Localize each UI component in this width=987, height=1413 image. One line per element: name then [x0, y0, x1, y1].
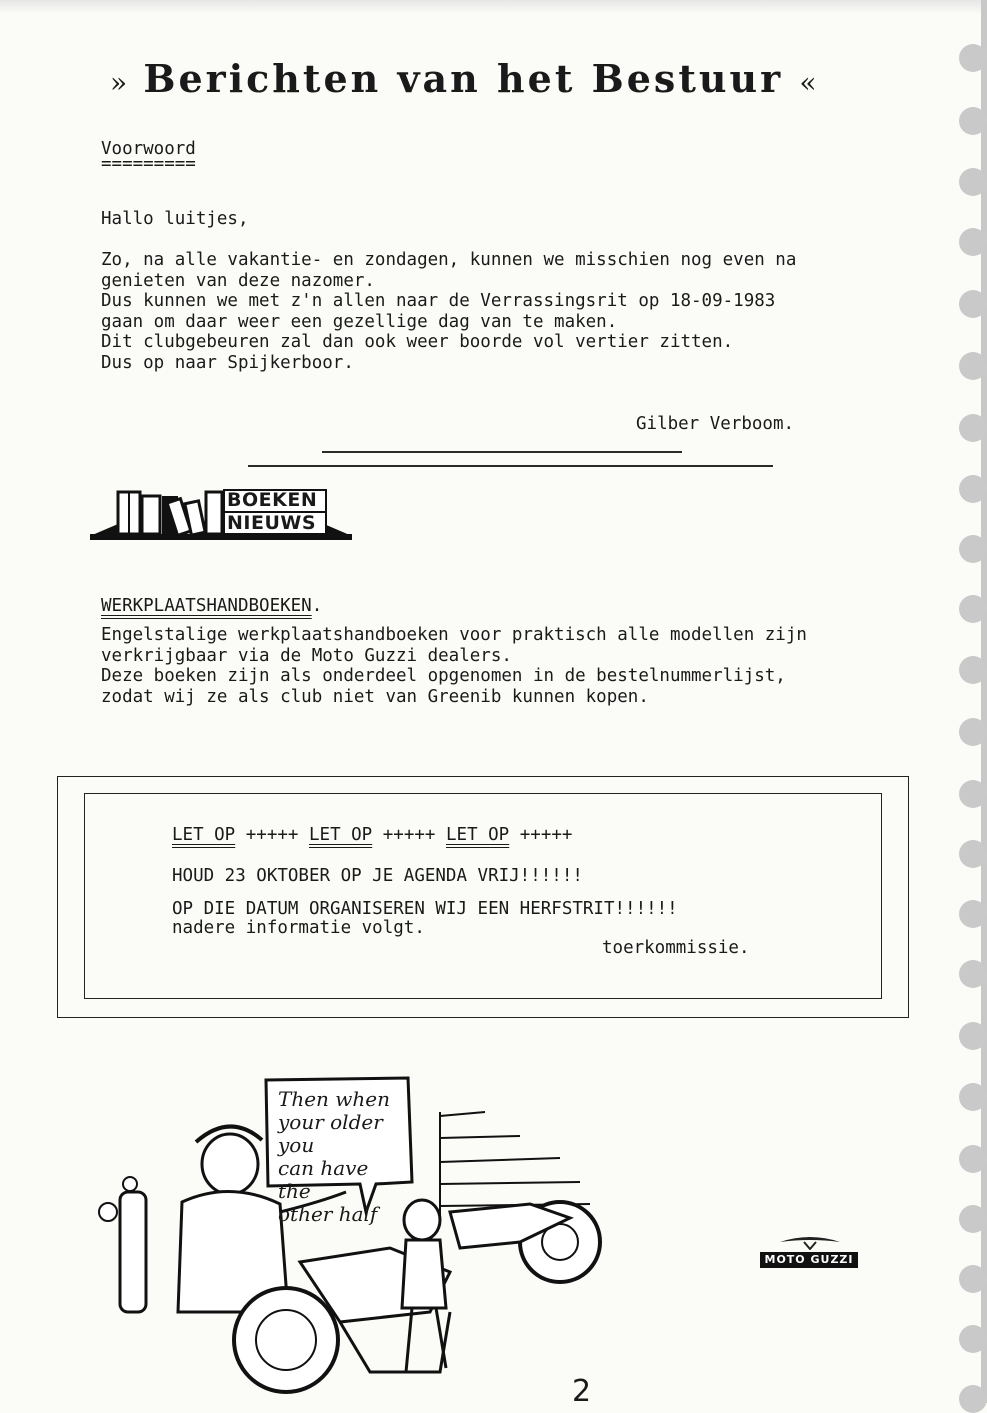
werkplaats-line: Engelstalige werkplaatshandboeken voor praktisch alle modellen zijn: [101, 625, 807, 645]
nieuws-label: NIEUWS: [227, 512, 317, 534]
binder-hole: [959, 1325, 987, 1353]
voorwoord-line: Dus kunnen we met z'n allen naar de Verrassingsrit op 18-09-1983: [101, 291, 776, 311]
binder-hole: [959, 475, 987, 503]
binder-hole: [959, 900, 987, 928]
binder-hole: [959, 1265, 987, 1293]
quote-close: «: [799, 66, 817, 99]
binder-hole: [959, 44, 987, 72]
notice-signature: toerkommissie.: [602, 938, 750, 958]
voorwoord-greeting: Hallo luitjes,: [101, 209, 249, 229]
werkplaats-line: zodat wij ze als club niet van Greenib kunnen kopen.: [101, 686, 649, 707]
voorwoord-line: genieten van deze nazomer.: [101, 270, 375, 291]
werkplaats-line: verkrijgbaar via de Moto Guzzi dealers.: [101, 645, 512, 666]
speech-line: other half: [278, 1202, 378, 1226]
binder-hole: [959, 414, 987, 442]
voorwoord-underline: =========: [101, 154, 196, 174]
page-number: 2: [572, 1374, 592, 1409]
binder-hole: [959, 595, 987, 623]
divider: [322, 451, 682, 453]
binder-hole: [959, 290, 987, 318]
werkplaats-heading-text: WERKPLAATSHANDBOEKEN: [101, 596, 312, 616]
binder-hole: [959, 535, 987, 563]
speech-line: can have the: [278, 1156, 369, 1203]
moto-guzzi-logo: [760, 1232, 860, 1272]
speech-bubble-text: [278, 1088, 406, 1226]
let-op-label: LET OP: [172, 825, 236, 845]
voorwoord-signature: Gilber Verboom.: [636, 414, 795, 434]
boeken-label: BOEKEN: [227, 489, 318, 511]
voorwoord-line: gaan om daar weer een gezellige dag van te maken.: [101, 311, 618, 332]
binder-hole: [959, 228, 987, 256]
binder-hole: [959, 168, 987, 196]
scan-right-edge: [981, 0, 987, 1403]
binder-hole: [959, 1385, 987, 1413]
voorwoord-heading: Voorwoord: [101, 139, 196, 159]
notice-frame-inner: [84, 793, 882, 999]
let-op-label: LET OP: [309, 825, 373, 845]
binder-hole: [959, 1083, 987, 1111]
binder-hole: [959, 1205, 987, 1233]
plus-signs: +++++: [519, 825, 573, 845]
notice-line: HOUD 23 OKTOBER OP JE AGENDA VRIJ!!!!!!: [172, 866, 583, 886]
binder-hole: [959, 352, 987, 380]
page-title: [110, 56, 830, 101]
boeken-nieuws-logo: [88, 484, 354, 542]
notice-line: OP DIE DATUM ORGANISEREN WIJ EEN HERFSTRIT!!!!!!: [172, 899, 678, 919]
werkplaats-heading-suffix: .: [311, 596, 323, 616]
binder-hole: [959, 780, 987, 808]
voorwoord-line: Dus op naar Spijkerboor.: [101, 352, 354, 373]
binder-hole: [959, 1145, 987, 1173]
eagle-icon: [760, 1232, 860, 1250]
werkplaats-line: Deze boeken zijn als onderdeel opgenomen in de bestelnummerlijst,: [101, 666, 786, 686]
binder-hole: [959, 718, 987, 746]
plus-signs: +++++: [245, 825, 299, 845]
voorwoord-line: Dit clubgebeuren zal dan ook weer boorde vol vertier zitten.: [101, 332, 734, 352]
divider: [248, 465, 773, 467]
brand-label: MOTO GUZZI: [760, 1252, 858, 1268]
speech-line: your older you: [278, 1110, 383, 1157]
speech-line: Then when: [278, 1087, 391, 1111]
quote-open: »: [110, 66, 128, 99]
binder-hole: [959, 656, 987, 684]
voorwoord-body: [101, 250, 796, 373]
scan-top-edge: [0, 0, 987, 14]
let-op-label: LET OP: [446, 825, 510, 845]
binder-hole: [959, 960, 987, 988]
werkplaats-heading: [101, 596, 322, 617]
binder-hole: [959, 107, 987, 135]
cartoon-illustration: [90, 1072, 650, 1403]
voorwoord-line: Zo, na alle vakantie- en zondagen, kunnen we misschien nog even na: [101, 250, 797, 270]
binder-hole: [959, 840, 987, 868]
plus-signs: +++++: [382, 825, 436, 845]
werkplaats-body: [101, 625, 807, 707]
page-title-text: Berichten van het Bestuur: [143, 56, 784, 101]
notice-line: nadere informatie volgt.: [172, 918, 425, 938]
binder-hole: [959, 1022, 987, 1050]
let-op-row: [172, 825, 572, 846]
